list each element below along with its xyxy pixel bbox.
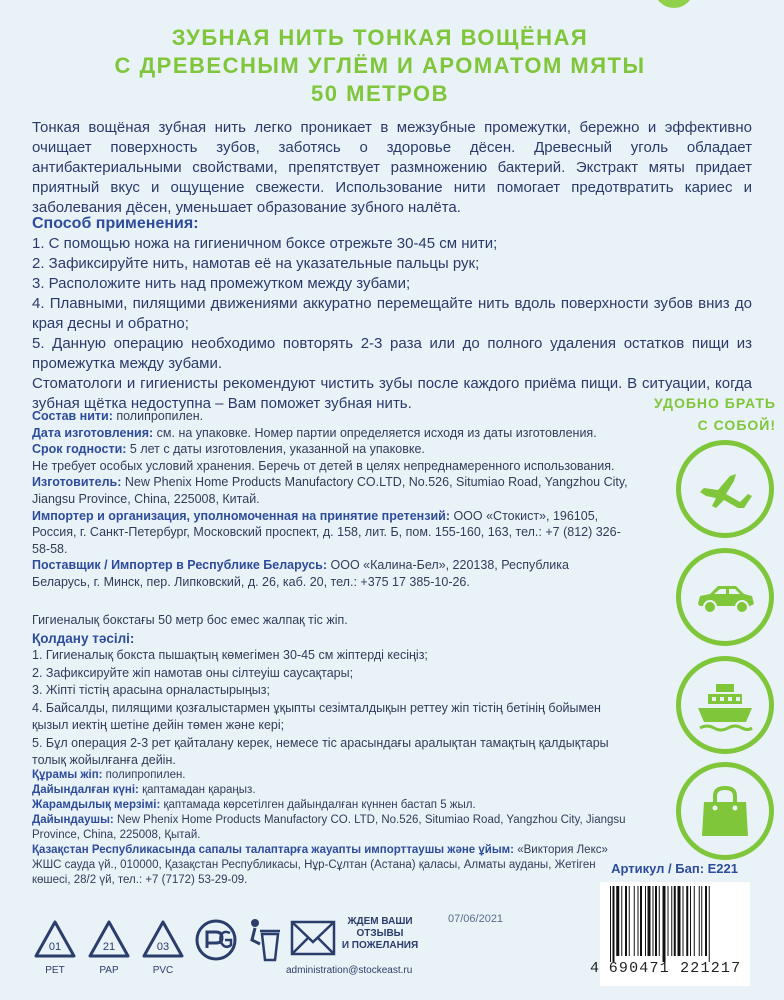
- barcode-bar: [663, 886, 666, 962]
- kz-shelf-value: қаптамада көрсетілген дайындалған күннен бастап 5 жыл.: [160, 799, 476, 811]
- bag-badge: [676, 762, 774, 860]
- kz-step: 1. Гигиеналық бокста пышақтың көмегімен 30-45 см жіптерді кесіңіз;: [32, 648, 428, 662]
- barcode-bar: [625, 886, 627, 956]
- usage-step: 2. Зафиксируйте нить, намотав её на указательные пальцы рук;: [32, 255, 480, 272]
- kz-step: 3. Жіпті тістің арасына орналастырыңыз;: [32, 683, 271, 697]
- feedback-line-3: И ПОЖЕЛАНИЯ: [341, 940, 419, 951]
- feedback-block: [340, 916, 420, 952]
- shelf-label: Срок годности:: [32, 442, 127, 457]
- recycle-pap: [84, 918, 134, 978]
- kz-composition-line: [32, 768, 628, 783]
- recycle-icon: [30, 918, 80, 962]
- print-date: 07/06/2021: [448, 913, 504, 925]
- belarus-label: Поставщик / Импортер в Республике Беларусь:: [32, 558, 328, 573]
- mfg-value: см. на упаковке. Номер партии определяется исходя из даты изготовления.: [153, 425, 597, 440]
- car-icon: [690, 562, 760, 632]
- barcode-bar: [653, 886, 654, 956]
- top-decoration: [654, 0, 694, 8]
- ship-badge: [676, 656, 774, 754]
- composition-value: полипропилен.: [112, 409, 204, 423]
- kz-shelf-label: Жарамдылық мерзімі:: [32, 799, 161, 811]
- recycle-icon: [138, 918, 188, 962]
- kz-step: 4. Байсалды, пилящими қозғалыстармен ұқыпты сезімталдықын реттеу жіп тістің бетінің бойымен қызыл иектің шетіне дейін төмен және кері;: [32, 700, 601, 732]
- importer-label: Импортер и организация, уполномоченная на принятие претензий:: [32, 508, 450, 523]
- kz-step: 2. Зафиксируйте жіп намотав оны сілтеуіш саусақтары;: [32, 665, 354, 680]
- barcode-bar: [638, 886, 639, 956]
- title-line-1: ЗУБНАЯ НИТЬ ТОНКАЯ ВОЩЁНАЯ: [171, 25, 589, 50]
- kz-maker-line: [32, 813, 628, 843]
- barcode-bar: [699, 886, 700, 956]
- maker-line: [32, 474, 628, 507]
- kz-shelf-line: [32, 798, 628, 813]
- belarus-value: ООО «Калина-Бел», 220138, Республика Беларусь, г. Минск, пер. Липковский, д. 26, каб. 20, тел.: +375 17 385-10-26.: [32, 558, 569, 589]
- ship-icon: [690, 670, 760, 740]
- barcode-bar: [634, 886, 635, 956]
- kz-product-info: [32, 768, 628, 888]
- barcode-bar: [709, 886, 710, 962]
- barcode-bars: [608, 886, 742, 962]
- maker-label: Изготовитель:: [32, 475, 122, 490]
- envelope-icon: [290, 918, 336, 958]
- shopping-bag-icon: [690, 776, 760, 846]
- barcode-bar: [690, 886, 691, 956]
- barcode-bar: [674, 886, 676, 956]
- sku-code: Артикул / Бап: E221: [611, 861, 738, 876]
- barcode-bar: [616, 886, 619, 956]
- kz-maker-value: New Phenix Home Products Manufactory CO. LTD, No.526, Situmiao Road, Yangzhou City, Jiangsu Province, China, 225008, Қытай.: [32, 814, 626, 841]
- recycle-icon: [84, 918, 134, 962]
- kz-usage-section: [32, 612, 628, 770]
- airplane-icon: [690, 454, 760, 524]
- usage-section: [32, 214, 752, 414]
- recycle-pvc: [138, 918, 188, 978]
- feedback-line-1: ЖДЕМ ВАШИ: [347, 916, 413, 927]
- barcode-bar: [645, 886, 646, 956]
- kz-step: 5. Бұл операция 2-3 рет қайталану керек, немесе тіс арасындағы аралықтан тамақтың қалдықтары толық жойылғанға дейін.: [32, 735, 609, 767]
- title-line-3: 50 МЕТРОВ: [311, 81, 449, 106]
- barcode-bar: [701, 886, 702, 956]
- importer-value: ООО «Стокист», 196105, Россия, г. Санкт-Петербург, Московский проспект, д. 158, лит. Б, пом. 155-160, 163, тел.: +7 (812) 326-58-58.: [32, 508, 621, 556]
- usage-closing: Стоматологи и гигиенисты рекомендуют чистить зубы после каждого приёма пищи. В ситуации, когда зубная щётка недоступна – Вам поможет зубная нить.: [32, 375, 752, 412]
- usage-step: 3. Расположите нить над промежутком между зубами;: [32, 275, 411, 292]
- recycle-label: PET: [45, 965, 65, 976]
- kz-composition-value: полипропилен.: [102, 769, 186, 781]
- feedback-line-2: ОТЗЫВЫ: [356, 928, 404, 939]
- slogan-line-2: С СОБОЙ!: [697, 417, 776, 433]
- storage-line: Не требует особых условий хранения. Беречь от детей в целях непреднамеренного использования.: [32, 458, 615, 473]
- barcode-bar: [659, 886, 660, 956]
- kz-maker-label: Дайындаушы:: [32, 814, 114, 826]
- barcode-bar: [648, 886, 651, 956]
- product-info: [32, 408, 628, 591]
- barcode-bar: [671, 886, 672, 956]
- usage-step: 5. Данную операцию необходимо повторять 2-3 раза или до полного удаления остатков пищи из промежутка между зубами.: [32, 335, 752, 372]
- barcode-bar: [705, 886, 707, 956]
- kz-rep-value: «Виктория Лекс» ЖШС сауда үй., 010000, Қазақстан Республикасы, Нұр-Сұлтан (Астана) қаласы, Алматы ауданы, Жетіген көшесі, 28/2 үй, тел.: +7 (7172) 53-29-09.: [32, 844, 608, 886]
- dates-line: [32, 425, 628, 458]
- importer-line: [32, 508, 628, 558]
- recycle-label: PVC: [152, 965, 174, 976]
- kz-usage-heading: Қолдану тәсілі:: [32, 630, 135, 646]
- recycle-label: PAP: [99, 965, 119, 976]
- slogan-line-1: УДОБНО БРАТЬ: [653, 395, 776, 411]
- trash-bin-icon: [244, 914, 280, 964]
- barcode-bar: [655, 886, 657, 956]
- kz-composition-label: Құрамы жіп:: [32, 769, 103, 781]
- barcode-bar: [683, 886, 684, 956]
- barcode-bar: [686, 886, 688, 956]
- maker-value: New Phenix Home Products Manufactory CO.LTD, No.526, Situmiao Road, Yangzhou City, Jiangsu Province, China, 225008, Китай.: [32, 475, 628, 506]
- kz-mfg-value: қаптамадан қараңыз.: [138, 784, 256, 796]
- barcode: [600, 882, 750, 986]
- barcode-bar: [694, 886, 695, 956]
- product-title: [60, 24, 700, 108]
- mfg-label: Дата изготовления:: [32, 425, 154, 440]
- kz-rep-label: Қазақстан Республикасында сапалы талаптарға жауапты импорттаушы және ұйым:: [32, 844, 515, 856]
- barcode-number: 690471 221217: [608, 960, 742, 977]
- recycle-code: 21: [102, 941, 116, 953]
- composition-line: [32, 408, 628, 425]
- usage-step: 4. Плавными, пилящими движениями аккуратно перемещайте нить вдоль поверхности зубов вниз до края десны и обратно;: [32, 295, 752, 332]
- shelf-value: 5 лет с даты изготовления, указанной на упаковке.: [126, 442, 425, 457]
- feedback-email: administration@stockeast.ru: [286, 965, 413, 976]
- belarus-line: [32, 557, 628, 590]
- kz-mfg-label: Дайындалған күні:: [32, 784, 139, 796]
- barcode-bar: [629, 886, 630, 956]
- car-badge: [676, 548, 774, 646]
- barcode-bar: [613, 886, 615, 962]
- usage-heading: Способ применения:: [32, 215, 199, 232]
- portable-slogan: [636, 392, 776, 436]
- kz-mfg-line: [32, 783, 628, 798]
- kz-intro: Гигиеналық бокстағы 50 метр бос емес жалпақ тіс жіп.: [32, 613, 348, 627]
- barcode-bar: [678, 886, 681, 956]
- intro-paragraph: Тонкая вощёная зубная нить легко проникает в межзубные промежутки, бережно и эффективно очищает поверхность зубов, заботясь о здоровье дёсен. Древесный уголь обладает антибактериальными свойствами, препятствует размножению бактерий. Экстракт мяты придает приятный вкус и ощущение свежести. Использование нити помогает предотвратить кариес и заболевания дёсен, уменьшает образование зубного налёта.: [32, 119, 752, 216]
- title-line-2: С ДРЕВЕСНЫМ УГЛЁМ И АРОМАТОМ МЯТЫ: [114, 53, 646, 78]
- usage-step: 1. С помощью ножа на гигиеничном боксе отрежьте 30-45 см нити;: [32, 235, 498, 252]
- barcode-bar: [610, 886, 611, 962]
- barcode-bar: [668, 886, 669, 956]
- kz-rep-line: [32, 843, 628, 888]
- recycle-pet: [30, 918, 80, 978]
- barcode-first-digit: 4: [590, 960, 600, 977]
- recycle-code: 01: [48, 941, 62, 953]
- recycle-code: 03: [156, 941, 170, 953]
- airplane-badge: [676, 440, 774, 538]
- certification-mark-icon: [194, 918, 238, 962]
- barcode-bar: [640, 886, 642, 956]
- composition-label: Состав нити:: [32, 409, 113, 423]
- barcode-bar: [621, 886, 622, 956]
